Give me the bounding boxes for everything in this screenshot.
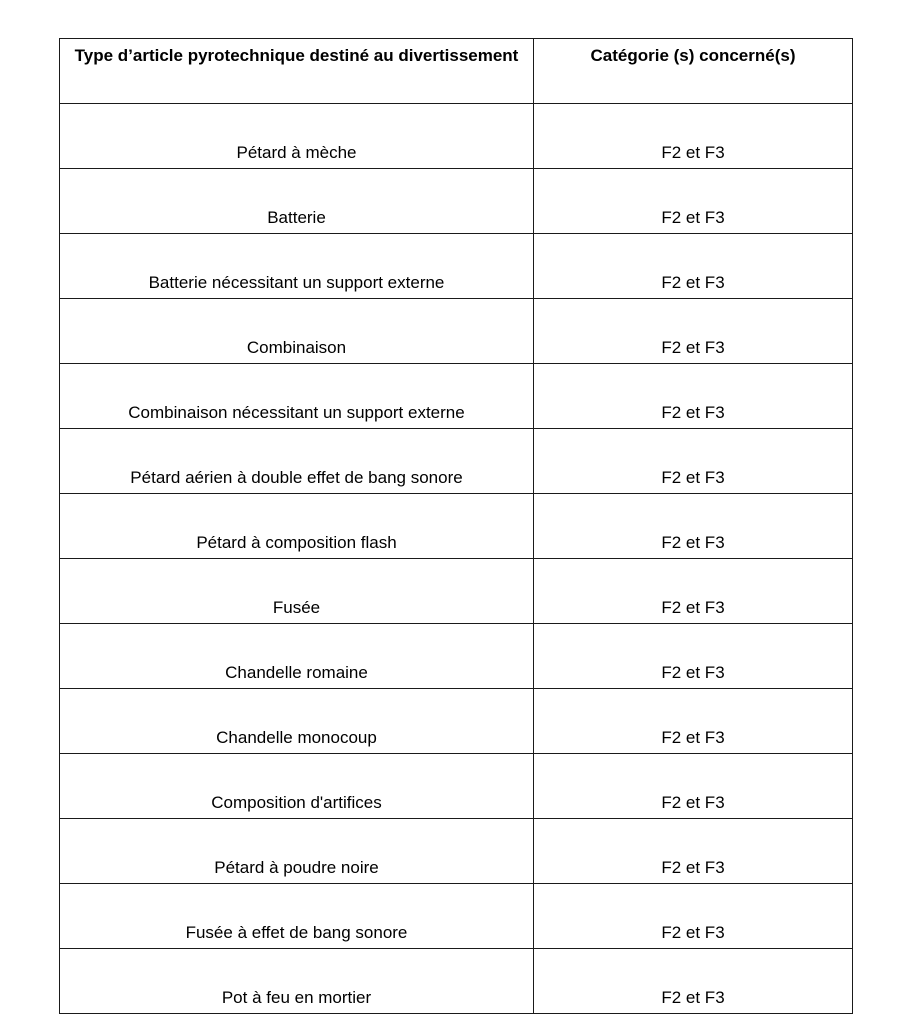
table-row [60,169,853,234]
article-type-cell: Pétard à mèche [60,104,534,169]
table-row [60,494,853,559]
category-cell: F2 et F3 [534,949,853,1014]
table-row [60,299,853,364]
category-cell: F2 et F3 [534,494,853,559]
article-type-cell: Fusée à effet de bang sonore [60,884,534,949]
article-type-cell: Chandelle romaine [60,624,534,689]
article-type-cell: Pot à feu en mortier [60,949,534,1014]
category-cell: F2 et F3 [534,364,853,429]
table-header-row [60,39,853,104]
article-type-cell: Pétard à composition flash [60,494,534,559]
table-row [60,819,853,884]
category-cell: F2 et F3 [534,884,853,949]
article-type-cell: Composition d'artifices [60,754,534,819]
category-cell: F2 et F3 [534,234,853,299]
article-type-cell: Pétard aérien à double effet de bang sonore [60,429,534,494]
table-row [60,559,853,624]
category-cell: F2 et F3 [534,169,853,234]
table-row [60,754,853,819]
header-category: Catégorie (s) concerné(s) [534,39,853,104]
article-type-cell: Combinaison nécessitant un support externe [60,364,534,429]
article-type-cell: Chandelle monocoup [60,689,534,754]
pyrotechnic-articles-table [59,38,853,1014]
table-row [60,429,853,494]
category-cell: F2 et F3 [534,624,853,689]
category-cell: F2 et F3 [534,819,853,884]
category-cell: F2 et F3 [534,429,853,494]
article-type-cell: Pétard à poudre noire [60,819,534,884]
category-cell: F2 et F3 [534,104,853,169]
category-cell: F2 et F3 [534,754,853,819]
article-type-cell: Batterie [60,169,534,234]
article-type-cell: Batterie nécessitant un support externe [60,234,534,299]
table-row [60,364,853,429]
table-row [60,104,853,169]
header-article-type: Type d’article pyrotechnique destiné au divertissement [60,39,534,104]
article-type-cell: Combinaison [60,299,534,364]
table-row [60,884,853,949]
table-row [60,624,853,689]
table-row [60,234,853,299]
category-cell: F2 et F3 [534,559,853,624]
category-cell: F2 et F3 [534,689,853,754]
category-cell: F2 et F3 [534,299,853,364]
table-row [60,949,853,1014]
table-row [60,689,853,754]
article-type-cell: Fusée [60,559,534,624]
